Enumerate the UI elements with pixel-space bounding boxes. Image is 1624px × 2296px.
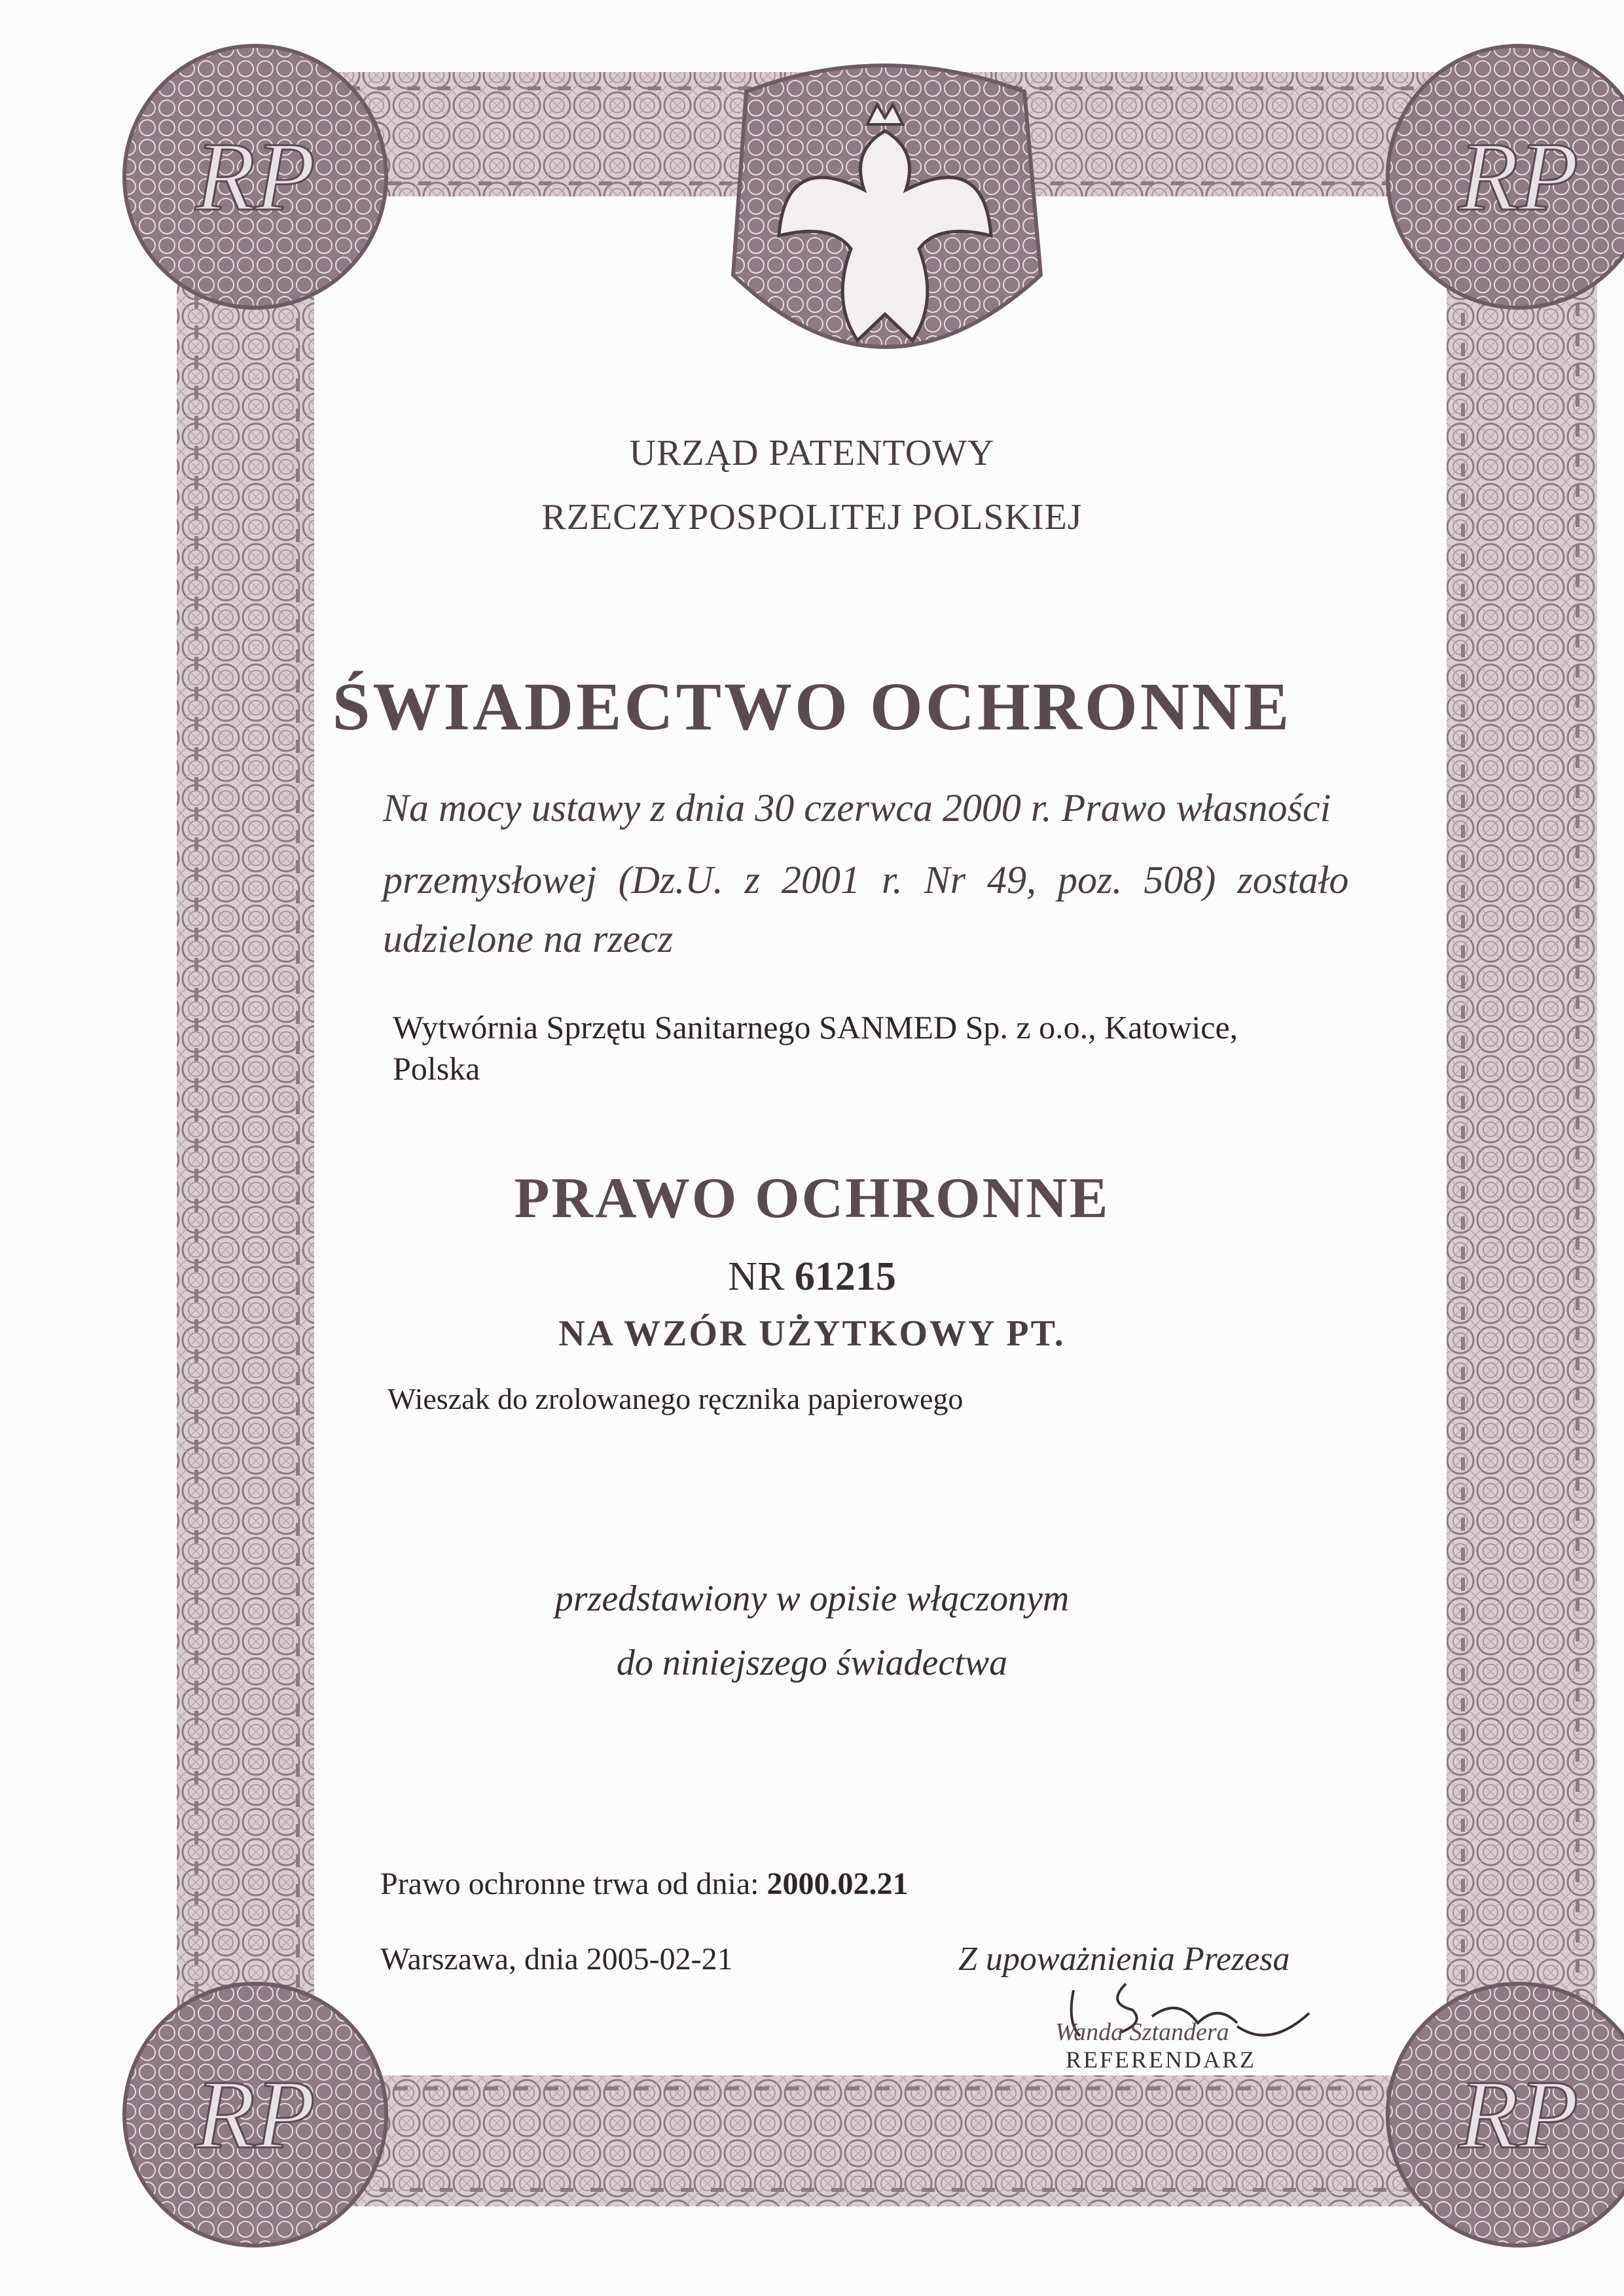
- certificate-title: ŚWIADECTWO OCHRONNE: [332, 669, 1292, 744]
- svg-text:RP: RP: [195, 122, 316, 231]
- signatory-authority: Z upoważnienia Prezesa: [958, 1941, 1290, 1978]
- svg-text:RP: RP: [1458, 2060, 1579, 2169]
- described-line1: przedstawiony w opisie włączonym: [554, 1578, 1070, 1619]
- validity-date: 2000.02.21: [767, 1867, 909, 1901]
- legal-basis-line2: przemysłowej (Dz.U. z 2001 r. Nr 49, poz. 508) zostało: [383, 858, 1349, 902]
- office-name-line2: RZECZYPOSPOLITEJ POLSKIEJ: [541, 497, 1083, 538]
- holder-line2: Polska: [393, 1050, 480, 1087]
- signatory-role: REFERENDARZ: [1066, 2047, 1257, 2073]
- nr-value: 61215: [794, 1254, 896, 1299]
- holder-line1: Wytwórnia Sprzętu Sanitarnego SANMED Sp. z o.o., Katowice,: [393, 1009, 1238, 1046]
- right-type: NA WZÓR UŻYTKOWY PT.: [558, 1313, 1066, 1354]
- right-heading: PRAWO OCHRONNE: [514, 1167, 1110, 1230]
- legal-basis-line1: Na mocy ustawy z dnia 30 czerwca 2000 r. Prawo własności: [383, 786, 1331, 829]
- legal-basis-line3: udzielone na rzecz: [383, 917, 674, 960]
- nr-label: NR: [728, 1254, 785, 1299]
- right-number: [0, 1254, 1624, 1300]
- validity-label: Prawo ochronne trwa od dnia:: [380, 1867, 759, 1901]
- office-name-line1: URZĄD PATENTOWY: [629, 433, 995, 473]
- signatory-name: Wanda Sztandera: [1055, 2018, 1229, 2046]
- eagle-emblem: [733, 65, 1041, 347]
- right-subject: Wieszak do zrolowanego ręcznika papierowego: [388, 1382, 964, 1415]
- svg-text:RP: RP: [195, 2060, 316, 2169]
- validity: [380, 1866, 909, 1902]
- corner-rosettes: [124, 46, 1624, 2246]
- place-date: Warszawa, dnia 2005-02-21: [380, 1942, 733, 1977]
- svg-text:RP: RP: [1458, 122, 1579, 231]
- described-line2: do niniejszego świadectwa: [616, 1643, 1008, 1683]
